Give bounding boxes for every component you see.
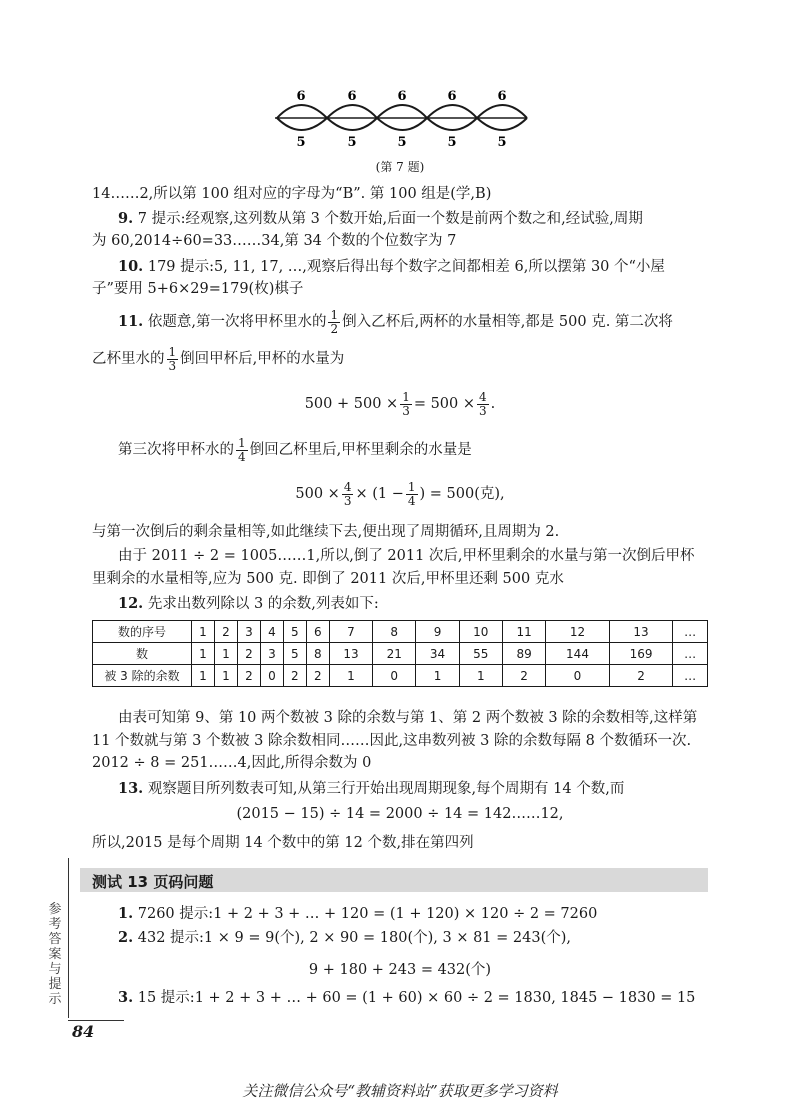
table-row — [93, 643, 708, 665]
table-cell: 1 — [459, 665, 502, 687]
fraction-four-thirds: $\frac{4}{3}$ — [479, 389, 487, 418]
table-cell: 89 — [502, 643, 545, 665]
figure-top-arcs — [277, 105, 527, 118]
table-cell: 0 — [260, 665, 283, 687]
table-cell: 144 — [546, 643, 610, 665]
table-cell: 4 — [260, 621, 283, 643]
answer-text: 7 提示:经观察,这列数从第 3 个数开始,后面一个数是前两个数之和,经试验,周期 — [133, 211, 643, 227]
text-line: 所以,2015 是每个周期 14 个数中的第 12 个数,排在第四列 — [92, 835, 474, 851]
table-cell: 9 — [416, 621, 459, 643]
figure-top-number: 6 — [497, 89, 507, 104]
question-number: 11. — [118, 313, 144, 330]
figure-top-number: 6 — [347, 89, 357, 104]
table-cell: 1 — [192, 665, 215, 687]
table-row — [93, 665, 708, 687]
answer-text: 7260 提示:1 + 2 + 3 + … + 120 = (1 + 120) × 120 ÷ 2 = 7260 — [133, 906, 598, 922]
row-header: 数的序号 — [93, 621, 192, 643]
answer-1 — [118, 904, 597, 924]
table-cell: 3 — [237, 621, 260, 643]
text-line: 里剩余的水量相等,应为 500 克. 即倒了 2011 次后,甲杯里还剩 500 克水 — [92, 571, 564, 587]
answer-9 — [118, 209, 643, 229]
answer-2 — [118, 928, 571, 948]
table-cell: … — [673, 643, 708, 665]
page-number: 84 — [72, 1022, 95, 1041]
figure-bottom-arcs — [277, 118, 527, 130]
question-number: 2. — [118, 929, 134, 946]
question-number: 1. — [118, 905, 134, 922]
row-header: 被 3 除的余数 — [93, 665, 192, 687]
table-cell: 13 — [609, 621, 673, 643]
section-title: 测试 13 页码问题 — [92, 873, 214, 891]
table-cell: 0 — [546, 665, 610, 687]
text-line: 由表可知第 9、第 10 两个数被 3 除的余数与第 1、第 2 两个数被 3 除的余数相等,这样第 — [118, 710, 698, 726]
figure-top-number: 6 — [447, 89, 457, 104]
equation-2: 500 × $\frac{4}{3}$ × (1 − $\frac{1}{4}$ ) = 500(克), — [295, 479, 505, 508]
page-number-rule — [68, 1020, 124, 1021]
fraction-quarter: $\frac{1}{4}$ — [407, 479, 416, 508]
figure-arcs — [265, 86, 535, 156]
table-cell: 10 — [459, 621, 502, 643]
answer-text: 先求出数列除以 3 的余数,列表如下: — [143, 596, 379, 612]
text-line: 为 60,2014÷60=33……34,第 34 个数的个位数字为 7 — [92, 233, 457, 249]
table-cell: … — [673, 665, 708, 687]
row-header: 数 — [93, 643, 192, 665]
answer-3 — [118, 988, 695, 1008]
text-line: 2012 ÷ 8 = 251……4,因此,所得余数为 0 — [92, 755, 372, 771]
table-cell: 0 — [373, 665, 416, 687]
table-cell: 12 — [546, 621, 610, 643]
answer-text: 倒入乙杯后,两杯的水量相等,都是 500 克. 第二次将 — [342, 314, 673, 330]
figure-top-number: 6 — [296, 89, 306, 104]
answer-text: 依题意,第一次将甲杯里水的 — [143, 314, 327, 330]
table-cell: 13 — [329, 643, 372, 665]
answer-text: 432 提示:1 × 9 = 9(个), 2 × 90 = 180(个), 3 × 81 = 243(个), — [133, 930, 571, 946]
table-cell: 8 — [373, 621, 416, 643]
table-cell: 169 — [609, 643, 673, 665]
answer-11 — [118, 308, 673, 336]
question-number: 12. — [118, 595, 144, 612]
figure-bottom-number: 5 — [296, 135, 306, 150]
answer-text: 179 提示:5, 11, 17, …,观察后得出每个数字之间都相差 6,所以摆第 30 个“小屋 — [143, 259, 665, 275]
equation-1: 500 + 500 × $\frac{1}{3}$ = 500 × $\frac{4}{3}$ . — [304, 389, 496, 418]
table-cell: 2 — [306, 665, 329, 687]
table-cell: 5 — [283, 643, 306, 665]
text-line: 14……2,所以第 100 组对应的字母为“B”. 第 100 组是(学,B) — [92, 186, 492, 202]
fraction-third: $\frac{1}{3}$ — [402, 389, 410, 418]
table-cell: 1 — [214, 643, 237, 665]
question-number: 10. — [118, 258, 144, 275]
text-line: 子”要用 5+6×29=179(枚)棋子 — [92, 281, 304, 297]
text-line: 由于 2011 ÷ 2 = 1005……1,所以,倒了 2011 次后,甲杯里剩余的水量与第一次倒后甲杯 — [118, 548, 695, 564]
figure-bottom-number: 5 — [497, 135, 507, 150]
figure-bottom-number: 5 — [447, 135, 457, 150]
sidebar-label: 参 考 答 案 与 提 示 — [48, 902, 62, 1007]
figure-caption: (第 7 题) — [375, 160, 425, 174]
figure-bottom-number: 5 — [397, 135, 407, 150]
table-cell: 1 — [192, 621, 215, 643]
fraction-four-thirds: $\frac{4}{3}$ — [343, 479, 352, 508]
table-cell: 2 — [237, 665, 260, 687]
question-number: 9. — [118, 210, 134, 227]
answer-text: 15 提示:1 + 2 + 3 + … + 60 = (1 + 60) × 60 ÷ 2 = 1830, 1845 − 1830 = 15 — [133, 990, 696, 1006]
table-cell: 11 — [502, 621, 545, 643]
table-cell: 2 — [283, 665, 306, 687]
table-cell: 21 — [373, 643, 416, 665]
table-cell: 5 — [283, 621, 306, 643]
table-cell: 6 — [306, 621, 329, 643]
table-cell: 34 — [416, 643, 459, 665]
table-cell: 1 — [214, 665, 237, 687]
remainder-table — [92, 620, 708, 687]
table-cell: 2 — [214, 621, 237, 643]
figure-bottom-number: 5 — [347, 135, 357, 150]
equation-3: (2015 − 15) ÷ 14 = 2000 ÷ 14 = 142……12, — [236, 806, 564, 822]
table-cell: … — [673, 621, 708, 643]
table-cell: 2 — [502, 665, 545, 687]
answer-13 — [118, 779, 624, 799]
table-cell: 3 — [260, 643, 283, 665]
text-line: 乙杯里水的 $\frac{1}{3}$ 倒回甲杯后,甲杯的水量为 — [92, 344, 345, 373]
sidebar-rule — [68, 858, 69, 1018]
question-number: 13. — [118, 780, 144, 797]
fraction-half: $\frac{1}{2}$ — [330, 307, 339, 336]
table-cell: 1 — [329, 665, 372, 687]
table-cell: 1 — [416, 665, 459, 687]
table-cell: 55 — [459, 643, 502, 665]
table-cell: 7 — [329, 621, 372, 643]
answer-12 — [118, 594, 379, 614]
fraction-quarter: $\frac{1}{4}$ — [238, 435, 246, 464]
text-line: 与第一次倒后的剩余量相等,如此继续下去,便出现了周期循环,且周期为 2. — [92, 524, 560, 540]
fraction-third: $\frac{1}{3}$ — [168, 344, 177, 373]
figure-top-number: 6 — [397, 89, 407, 104]
table-cell: 2 — [609, 665, 673, 687]
answer-10 — [118, 257, 665, 277]
table-row — [93, 621, 708, 643]
equation-4: 9 + 180 + 243 = 432(个) — [308, 962, 492, 978]
question-number: 3. — [118, 989, 134, 1006]
table-cell: 1 — [192, 643, 215, 665]
text-line: 11 个数就与第 3 个数被 3 除余数相同……因此,这串数列被 3 除的余数每隔 8 个数循环一次. — [92, 733, 692, 749]
answer-text: 观察题目所列数表可知,从第三行开始出现周期现象,每个周期有 14 个数,而 — [143, 781, 625, 797]
table-cell: 8 — [306, 643, 329, 665]
footer-watermark: 关注微信公众号“教辅资料站”获取更多学习资料 — [242, 1082, 558, 1100]
text-line: 第三次将甲杯水的 $\frac{1}{4}$ 倒回乙杯里后,甲杯里剩余的水量是 — [118, 435, 472, 464]
table-cell: 2 — [237, 643, 260, 665]
